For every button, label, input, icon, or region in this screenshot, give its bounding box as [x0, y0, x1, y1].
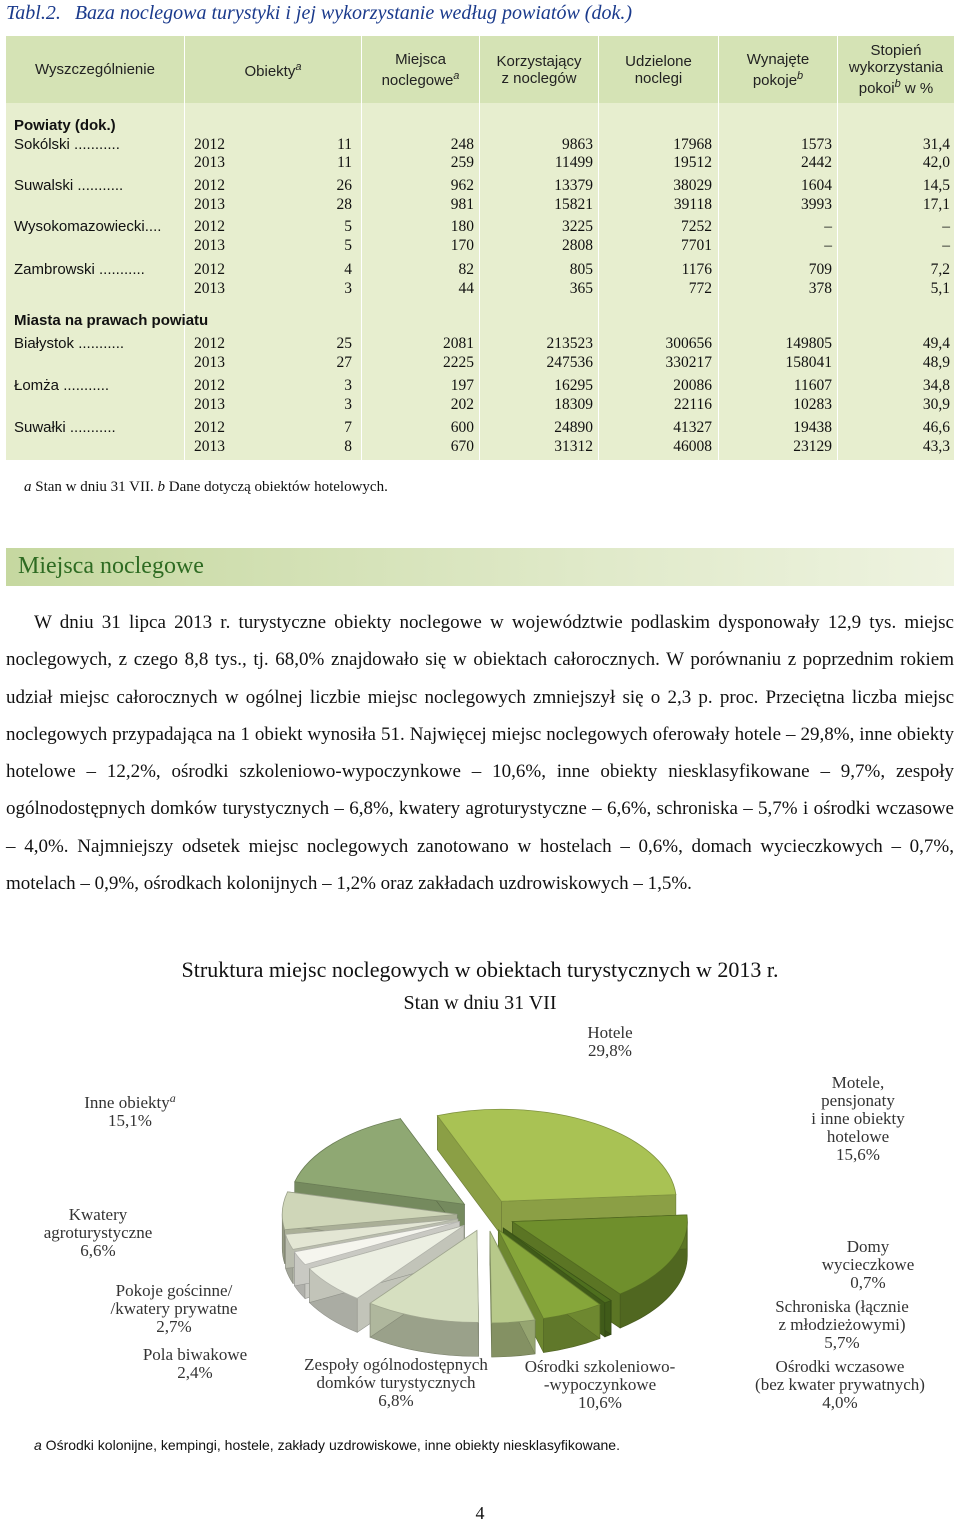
table-cell: 5 [344, 218, 352, 235]
row-label: Łomża ........... [14, 377, 110, 394]
table-cell: 670 [450, 438, 474, 455]
table-cell: 26 [336, 177, 352, 194]
table-cell: 11499 [554, 154, 593, 171]
table-cell: 805 [569, 261, 593, 278]
table-cell: 30,9 [922, 396, 950, 413]
table-cell: – [824, 218, 832, 235]
slice-label: Kwatery agroturystyczne 6,6% [43, 1205, 153, 1260]
slice-label: Inne obiekty$^a$ 15,1% [84, 1091, 176, 1130]
table-cell: 3993 [801, 196, 832, 213]
table-cell: 14,5 [922, 177, 950, 194]
table-body [6, 103, 954, 460]
chart-subtitle: Stan w dniu 31 VII [403, 992, 557, 1014]
table-row [6, 154, 954, 172]
slice-label: Domy wycieczkowe 0,7% [821, 1237, 915, 1292]
table-cell: 24890 [554, 419, 593, 436]
table-cell: 39118 [673, 196, 712, 213]
row-year: 2013 [194, 280, 225, 297]
section-heading: Miejsca noclegowe [18, 553, 204, 579]
chart-title: Struktura miejsc noclegowych w obiektach turystycznych w 2013 r. [181, 957, 779, 982]
table-cell: 3 [344, 280, 352, 297]
table-cell: 197 [450, 377, 474, 394]
table-cell: 600 [450, 419, 474, 436]
table-cell: 2808 [562, 237, 593, 254]
table-cell: 25 [336, 335, 352, 352]
row-label: Sokólski ........... [14, 136, 120, 153]
table-cell: 248 [450, 136, 474, 153]
slice-label: Pokoje gościnne/ /kwatery prywatne 2,7% [110, 1281, 238, 1336]
table-cell: 149805 [785, 335, 832, 352]
slice-label: Ośrodki wczasowe (bez kwater prywatnych) 4,0% [755, 1357, 925, 1412]
table-cell: 1604 [801, 177, 832, 194]
table-cell: 11607 [793, 377, 832, 394]
chart-footnote: a Ośrodki kolonijne, kempingi, hostele, zakłady uzdrowiskowe, inne obiekty niesklasyfikowane. [34, 1437, 620, 1453]
header-obiekty: Obiekty$^a$ [244, 61, 302, 80]
table-cell: 16295 [554, 377, 593, 394]
table-cell: 23129 [793, 438, 832, 455]
table-cell: 11 [337, 154, 352, 171]
table-cell: 247536 [546, 354, 593, 371]
header-korzystajacy: Korzystający z noclegów [496, 52, 582, 87]
row-year: 2012 [194, 177, 225, 194]
table-cell: 378 [808, 280, 832, 297]
table-cell: 46,6 [922, 419, 950, 436]
row-year: 2013 [194, 396, 225, 413]
table-cell: 13379 [554, 177, 593, 194]
table-cell: 213523 [546, 335, 593, 352]
table-cell: 19512 [673, 154, 712, 171]
table-cell: 2442 [801, 154, 832, 171]
table-caption [6, 2, 632, 25]
table-cell: 180 [450, 218, 474, 235]
table-cell: 1176 [681, 261, 712, 278]
table-cell: 2225 [443, 354, 474, 371]
page-number: 4 [475, 1503, 485, 1523]
pie-chart [6, 1020, 954, 1432]
table-cell: 202 [450, 396, 474, 413]
table-cell: – [824, 237, 832, 254]
table-cell: 18309 [554, 396, 593, 413]
table-cell: 41327 [673, 419, 712, 436]
table-cell: 1573 [801, 136, 832, 153]
table-cell: 3 [344, 377, 352, 394]
table-cell: 3 [344, 396, 352, 413]
row-label: Wysokomazowiecki.... [14, 218, 162, 235]
table-row [6, 280, 954, 298]
table-cell: 15821 [554, 196, 593, 213]
table-cell: 5 [344, 237, 352, 254]
row-label: Białystok ........... [14, 335, 125, 352]
table-cell: 8 [344, 438, 352, 455]
row-year: 2012 [194, 335, 225, 352]
row-label: Suwalski ........... [14, 177, 124, 194]
row-label: Zambrowski ........... [14, 261, 145, 278]
row-year: 2013 [194, 438, 225, 455]
table-cell: 43,3 [922, 438, 950, 455]
table-cell: 31312 [554, 438, 593, 455]
table-cell: 22116 [673, 396, 712, 413]
table-cell: 170 [450, 237, 474, 254]
table-row [6, 396, 954, 414]
table-cell: 330217 [665, 354, 712, 371]
table-row [6, 136, 954, 154]
table-cell: 9863 [562, 136, 593, 153]
table-cell: 49,4 [922, 335, 950, 352]
row-year: 2012 [194, 261, 225, 278]
table-cell: 4 [344, 261, 352, 278]
table-cell: 82 [458, 261, 474, 278]
table-cell: 17,1 [922, 196, 950, 213]
table-cell: 48,9 [922, 354, 950, 371]
table-cell: 772 [688, 280, 712, 297]
table-title: Baza noclegowa turystyki i jej wykorzystanie według powiatów (dok.) [74, 2, 632, 24]
table-cell: 44 [458, 280, 474, 297]
table-cell: 34,8 [922, 377, 950, 394]
table-cell: 42,0 [922, 154, 950, 171]
table-row [6, 377, 954, 395]
table-cell: 962 [450, 177, 474, 194]
table-cell: 2081 [443, 335, 474, 352]
table-row [6, 438, 954, 456]
header-miejsca-noclegowe: Miejsca noclegowe$^a$ [381, 50, 460, 89]
table-row [6, 196, 954, 214]
header-wyszczegolnienie: Wyszczególnienie [35, 61, 155, 78]
row-year: 2012 [194, 377, 225, 394]
row-year: 2012 [194, 419, 225, 436]
slice-label: Ośrodki szkoleniowo--wypoczynkowe 10,6% [524, 1357, 676, 1412]
table-cell: 981 [450, 196, 474, 213]
table-cell: – [942, 218, 950, 235]
table-cell: 19438 [793, 419, 832, 436]
table-cell: 31,4 [922, 136, 950, 153]
table-row [6, 335, 954, 353]
table-cell: 46008 [673, 438, 712, 455]
table-cell: 7 [344, 419, 352, 436]
table-cell: 158041 [785, 354, 832, 371]
table-cell: – [942, 237, 950, 254]
slice-label: Schroniska (łącznie z młodzieżowymi) 5,7% [775, 1297, 909, 1352]
table-cell: 27 [336, 354, 352, 371]
section-powiaty: Powiaty (dok.) [14, 117, 116, 134]
table-footnote: a Stan w dniu 31 VII. b Dane dotyczą obiektów hotelowych. [24, 479, 388, 495]
table-cell: 3225 [562, 218, 593, 235]
table-cell: 28 [336, 196, 352, 213]
table-cell: 7701 [681, 237, 712, 254]
row-label: Suwałki ........... [14, 419, 116, 436]
header-stopien-wykorzystania: Stopień wykorzystania pokoi$^b$ w % [848, 42, 944, 97]
table-cell: 10283 [793, 396, 832, 413]
section-miasta: Miasta na prawach powiatu [14, 312, 209, 329]
table-row [6, 177, 954, 195]
table-cell: 365 [569, 280, 593, 297]
table-cell: 17968 [673, 136, 712, 153]
slice-label: Hotele 29,8% [587, 1023, 633, 1060]
table-cell: 7,2 [930, 261, 950, 278]
table-row [6, 237, 954, 255]
table-cell: 38029 [673, 177, 712, 194]
table-cell: 300656 [665, 335, 712, 352]
table-cell: 11 [337, 136, 352, 153]
row-year: 2012 [194, 218, 225, 235]
row-year: 2013 [194, 237, 225, 254]
table-cell: 5,1 [930, 280, 950, 297]
header-wynajete-pokoje: Wynajęte pokoje$^b$ [746, 50, 810, 89]
slice-label: Motele, pensjonaty i inne obiekty hotelowe 15,6% [811, 1073, 905, 1164]
table-row [6, 354, 954, 372]
table-row [6, 218, 954, 236]
table-row [6, 419, 954, 437]
table-header [6, 36, 954, 103]
slice-label: Pola biwakowe 2,4% [142, 1345, 248, 1382]
slice-label: Zespoły ogólnodostępnych domków turystycznych 6,8% [304, 1355, 488, 1410]
table-row [6, 261, 954, 279]
row-year: 2012 [194, 136, 225, 153]
row-year: 2013 [194, 196, 225, 213]
table-cell: 7252 [681, 218, 712, 235]
row-year: 2013 [194, 154, 225, 171]
table-cell: 20086 [673, 377, 712, 394]
table-cell: 709 [808, 261, 832, 278]
body-paragraph: W dniu 31 lipca 2013 r. turystyczne obiekty noclegowe w województwie podlaskim dysponowały 12,9 tys. miejsc noclegowych, z czego 8,8 tys., tj. 68,0% znajdowało się w obiektach całorocznych. W porównaniu z poprzednim rokiem udział miejsc całorocznych w ogólnej liczbie miejsc noclegowych zmniejszył się o 2,3 p. proc. Przeciętna liczba miejsc noclegowych przypadająca na 1 obiekt wynosiła 51. Najwięcej miejsc noclegowych oferowały hotele – 29,8%, inne obiekty hotelowe – 12,2%, ośrodki szkoleniowo-wypoczynkowe – 10,6%, inne obiekty niesklasyfikowane – 9,7%, zespoły ogólnodostępnych domków turystycznych – 6,8%, kwatery agroturystyczne – 6,6%, schroniska – 5,7% i ośrodki wczasowe – 4,0%. Najmniejszy odsetek miejsc noclegowych zanotowano w hostelach – 0,6%, domach wycieczkowych – 0,7%, motelach – 0,9%, ośrodkach kolonijnych – 1,2% oraz zakładach uzdrowiskowych – 1,5%. [6, 612, 954, 895]
row-year: 2013 [194, 354, 225, 371]
table-cell: 259 [450, 154, 474, 171]
table-number: Tabl.2. [6, 2, 61, 24]
header-udzielone-noclegi: Udzielone noclegi [625, 52, 692, 87]
